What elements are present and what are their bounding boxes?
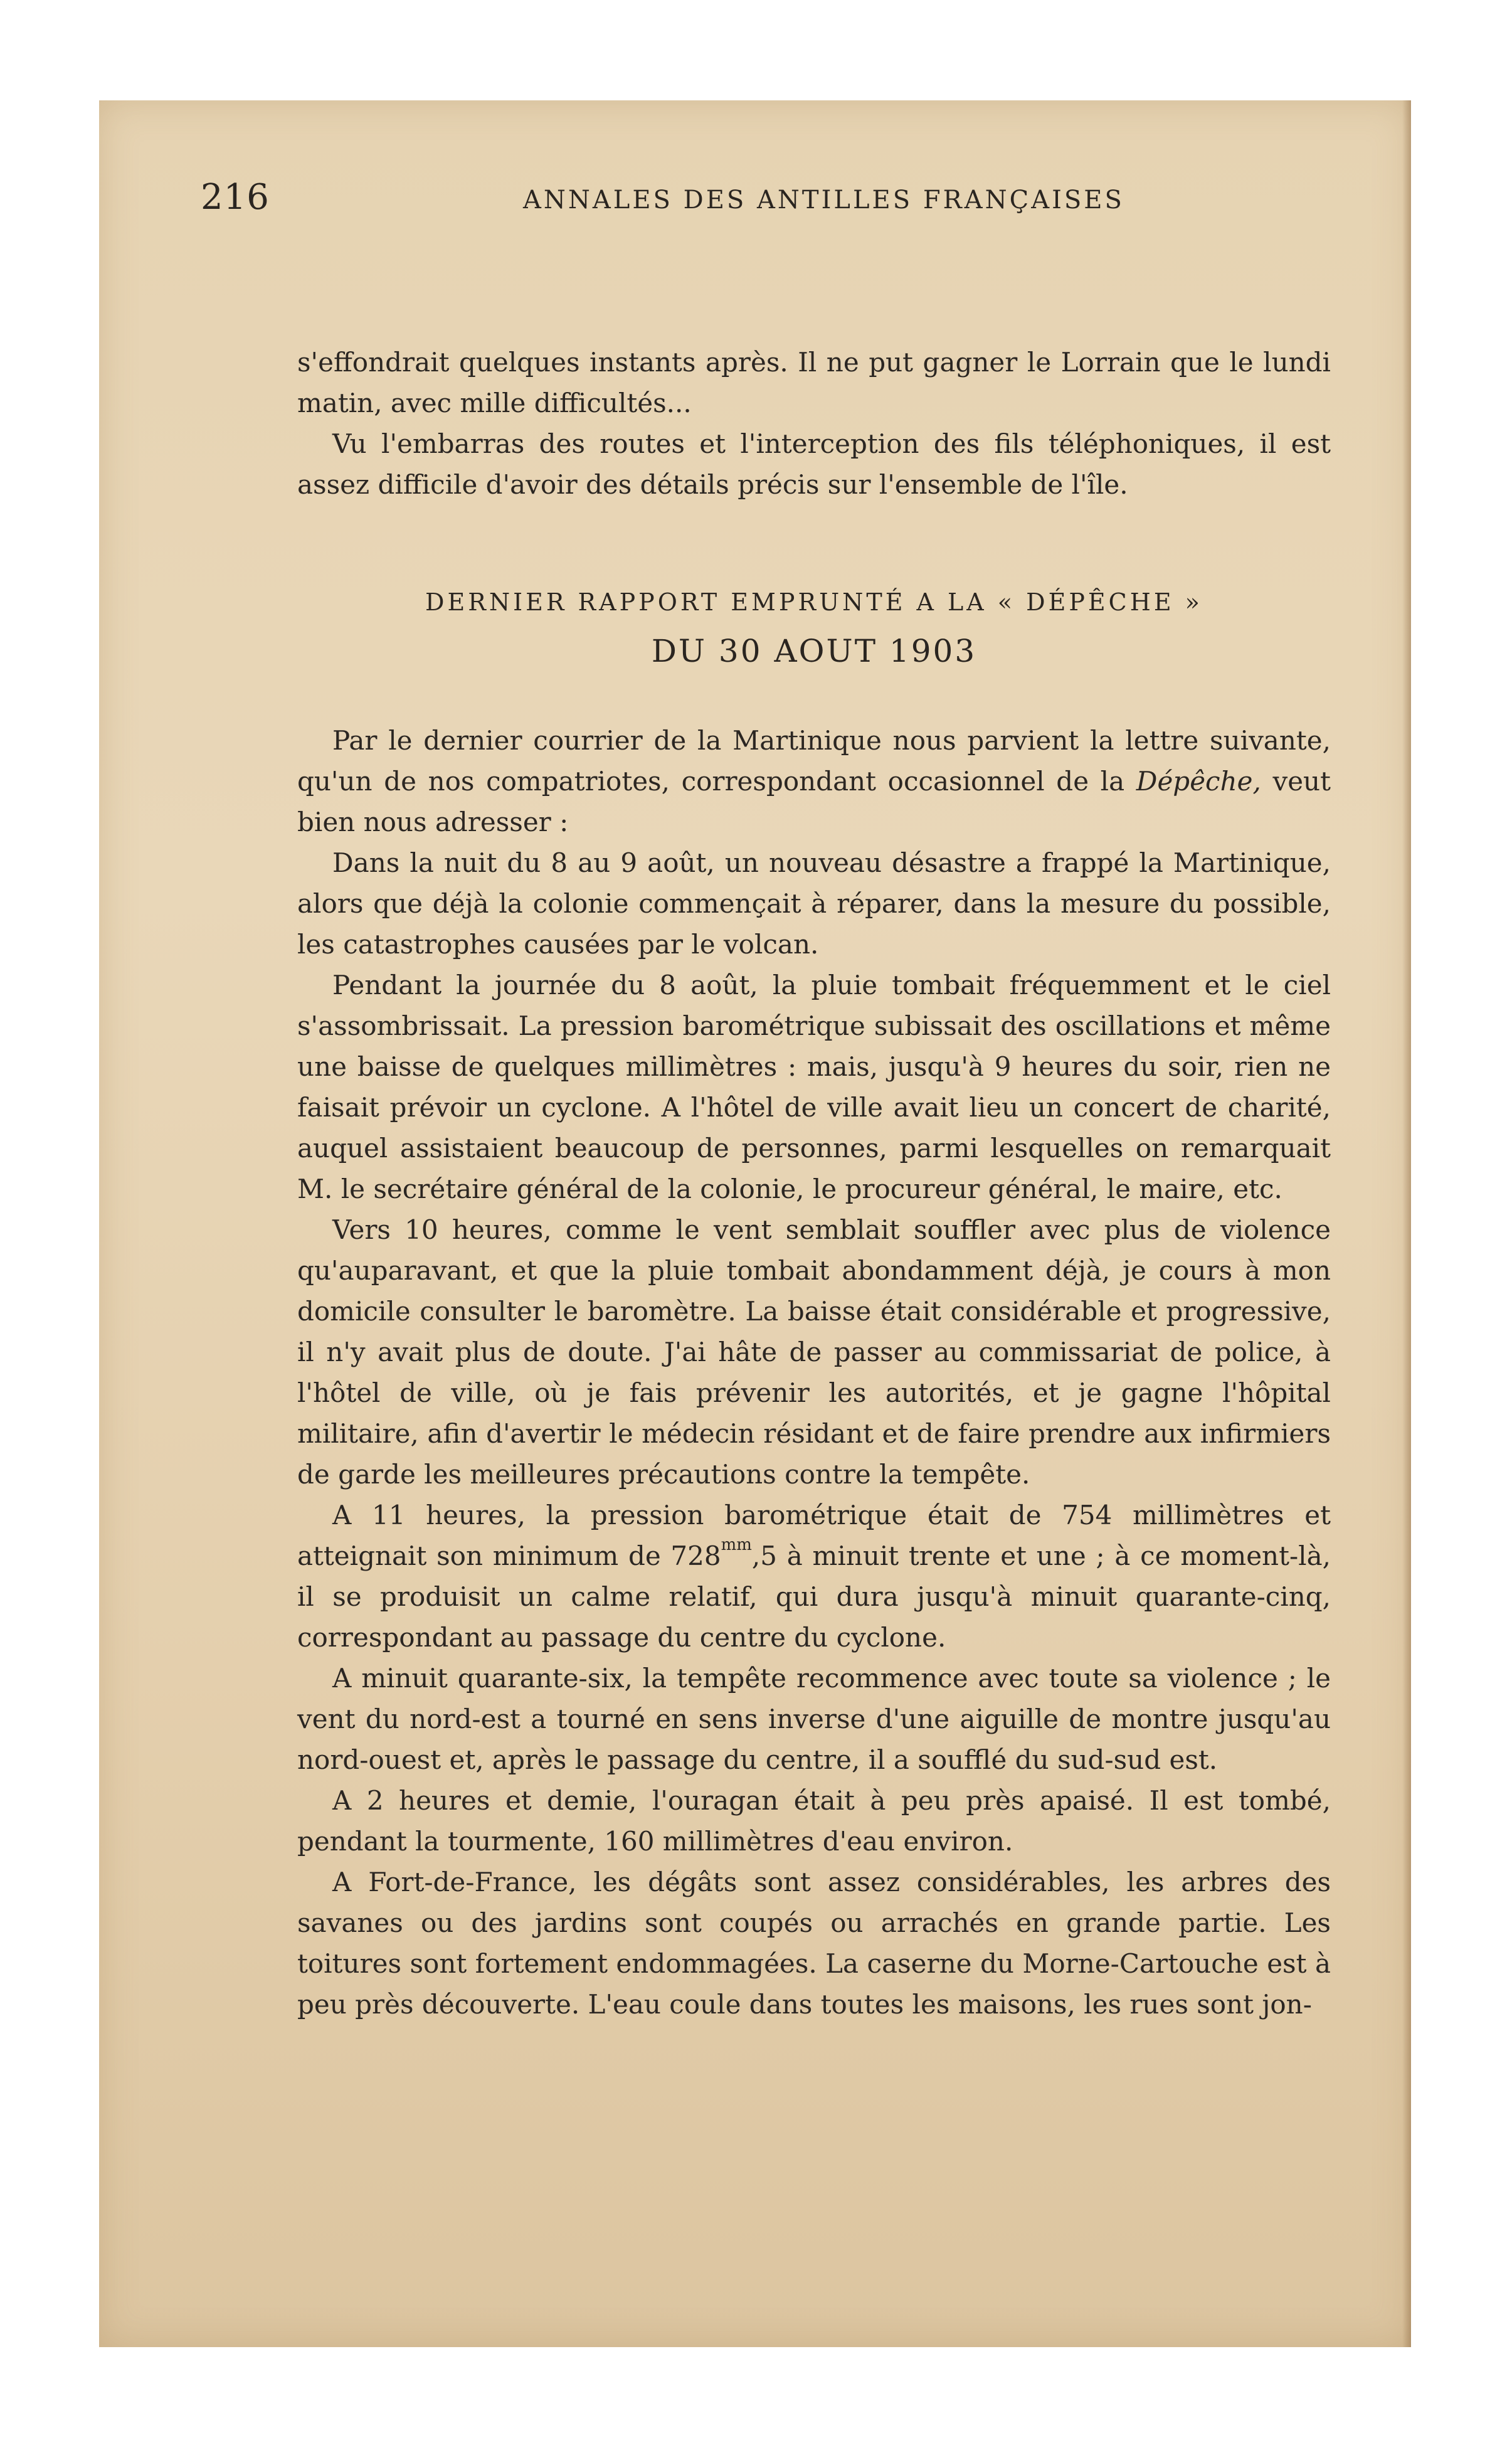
body-paragraph-7: A 2 heures et demie, l'ouragan était à peu près apaisé. Il est tombé, pendant la tourmente, 160 millimètres d'eau environ. bbox=[297, 1785, 1331, 1857]
section-heading bbox=[297, 583, 1331, 676]
intro-paragraph-2: Vu l'embarras des routes et l'interception des fils téléphoniques, il est assez difficile d'avoir des détails précis sur l'ensemble de l'île. bbox=[297, 428, 1331, 500]
body-paragraph-5-text: A 11 heures, la pression barométrique était de 754 millimètres et atteignait son minimum de 728 bbox=[297, 1500, 1331, 1571]
body-paragraph-1 bbox=[297, 720, 1331, 842]
millimeter-superscript: mm bbox=[721, 1535, 752, 1554]
page-edge-shadow bbox=[1402, 100, 1411, 2347]
body-text bbox=[297, 720, 1331, 2025]
intro-text bbox=[297, 342, 1331, 505]
body-paragraph-3: Pendant la journée du 8 août, la pluie tombait fréquemment et le ciel s'assombrissait. La pression barométrique subissait des oscillations et même une baisse de quelques millimètres : mais, jusqu'à 9 heures du soir, rien ne faisait prévoir un cyclone. A l'hôtel de ville avait lieu un concert de charité, auquel assistaient beaucoup de personnes, parmi lesquelles on remarquait M. le secrétaire général de la colonie, le procureur général, le maire, etc. bbox=[297, 970, 1331, 1204]
body-paragraph-8: A Fort-de-France, les dégâts sont assez considérables, les arbres des savanes ou des jardins sont coupés ou arrachés en grande partie. Les toitures sont fortement endommagées. La caserne du Morne-Cartouche est à peu près découverte. L'eau coule dans toutes les maisons, les rues sont jon- bbox=[297, 1867, 1331, 2020]
running-title: ANNALES DES ANTILLES FRANÇAISES bbox=[523, 186, 1124, 215]
body-paragraph-2: Dans la nuit du 8 au 9 août, un nouveau désastre a frappé la Martinique, alors que déjà la colonie commençait à réparer, dans la mesure du possible, les catastrophes causées par le volcan. bbox=[297, 847, 1331, 960]
newspaper-name: Dépêche, bbox=[1136, 766, 1261, 797]
intro-paragraph-1: s'effondrait quelques instants après. Il ne put gagner le Lorrain que le lundi matin, avec mille difficultés... bbox=[297, 347, 1331, 418]
section-heading-line-2: DU 30 AOUT 1903 bbox=[651, 633, 977, 669]
body-paragraph-1-text: Par le dernier courrier de la Martinique nous parvient la lettre suivante, qu'un de nos compatriotes, correspondant occasionnel de la bbox=[297, 725, 1331, 797]
page-number: 216 bbox=[201, 177, 270, 218]
body-paragraph-5-end: ,5 à minuit trente et une ; à ce moment-là, il se produisit un calme relatif, qui dura jusqu'à minuit quarante-cinq, correspondant au passage du centre du cyclone. bbox=[297, 1541, 1331, 1653]
section-heading-line-1: DERNIER RAPPORT EMPRUNTÉ A LA « DÉPÊCHE » bbox=[425, 588, 1203, 616]
body-paragraph-5 bbox=[297, 1495, 1331, 1658]
body-paragraph-1-end: veut bien nous adresser : bbox=[297, 766, 1331, 837]
running-head bbox=[201, 177, 1330, 227]
body-paragraph-4: Vers 10 heures, comme le vent semblait souffler avec plus de violence qu'auparavant, et que la pluie tombait abondamment déjà, je cours à mon domicile consulter le baromètre. La baisse était considérable et progressive, il n'y avait plus de doute. J'ai hâte de passer au commissariat de police, à l'hôtel de ville, où je fais prévenir les autorités, et je gagne l'hôpital militaire, afin d'avertir le médecin résidant et de faire prendre aux infirmiers de garde les meilleures précautions contre la tempête. bbox=[297, 1214, 1331, 1490]
body-paragraph-6: A minuit quarante-six, la tempête recommence avec toute sa violence ; le vent du nord-est a tourné en sens inverse d'une aiguille de montre jusqu'au nord-ouest et, après le passage du centre, il a soufflé du sud-sud est. bbox=[297, 1663, 1331, 1775]
